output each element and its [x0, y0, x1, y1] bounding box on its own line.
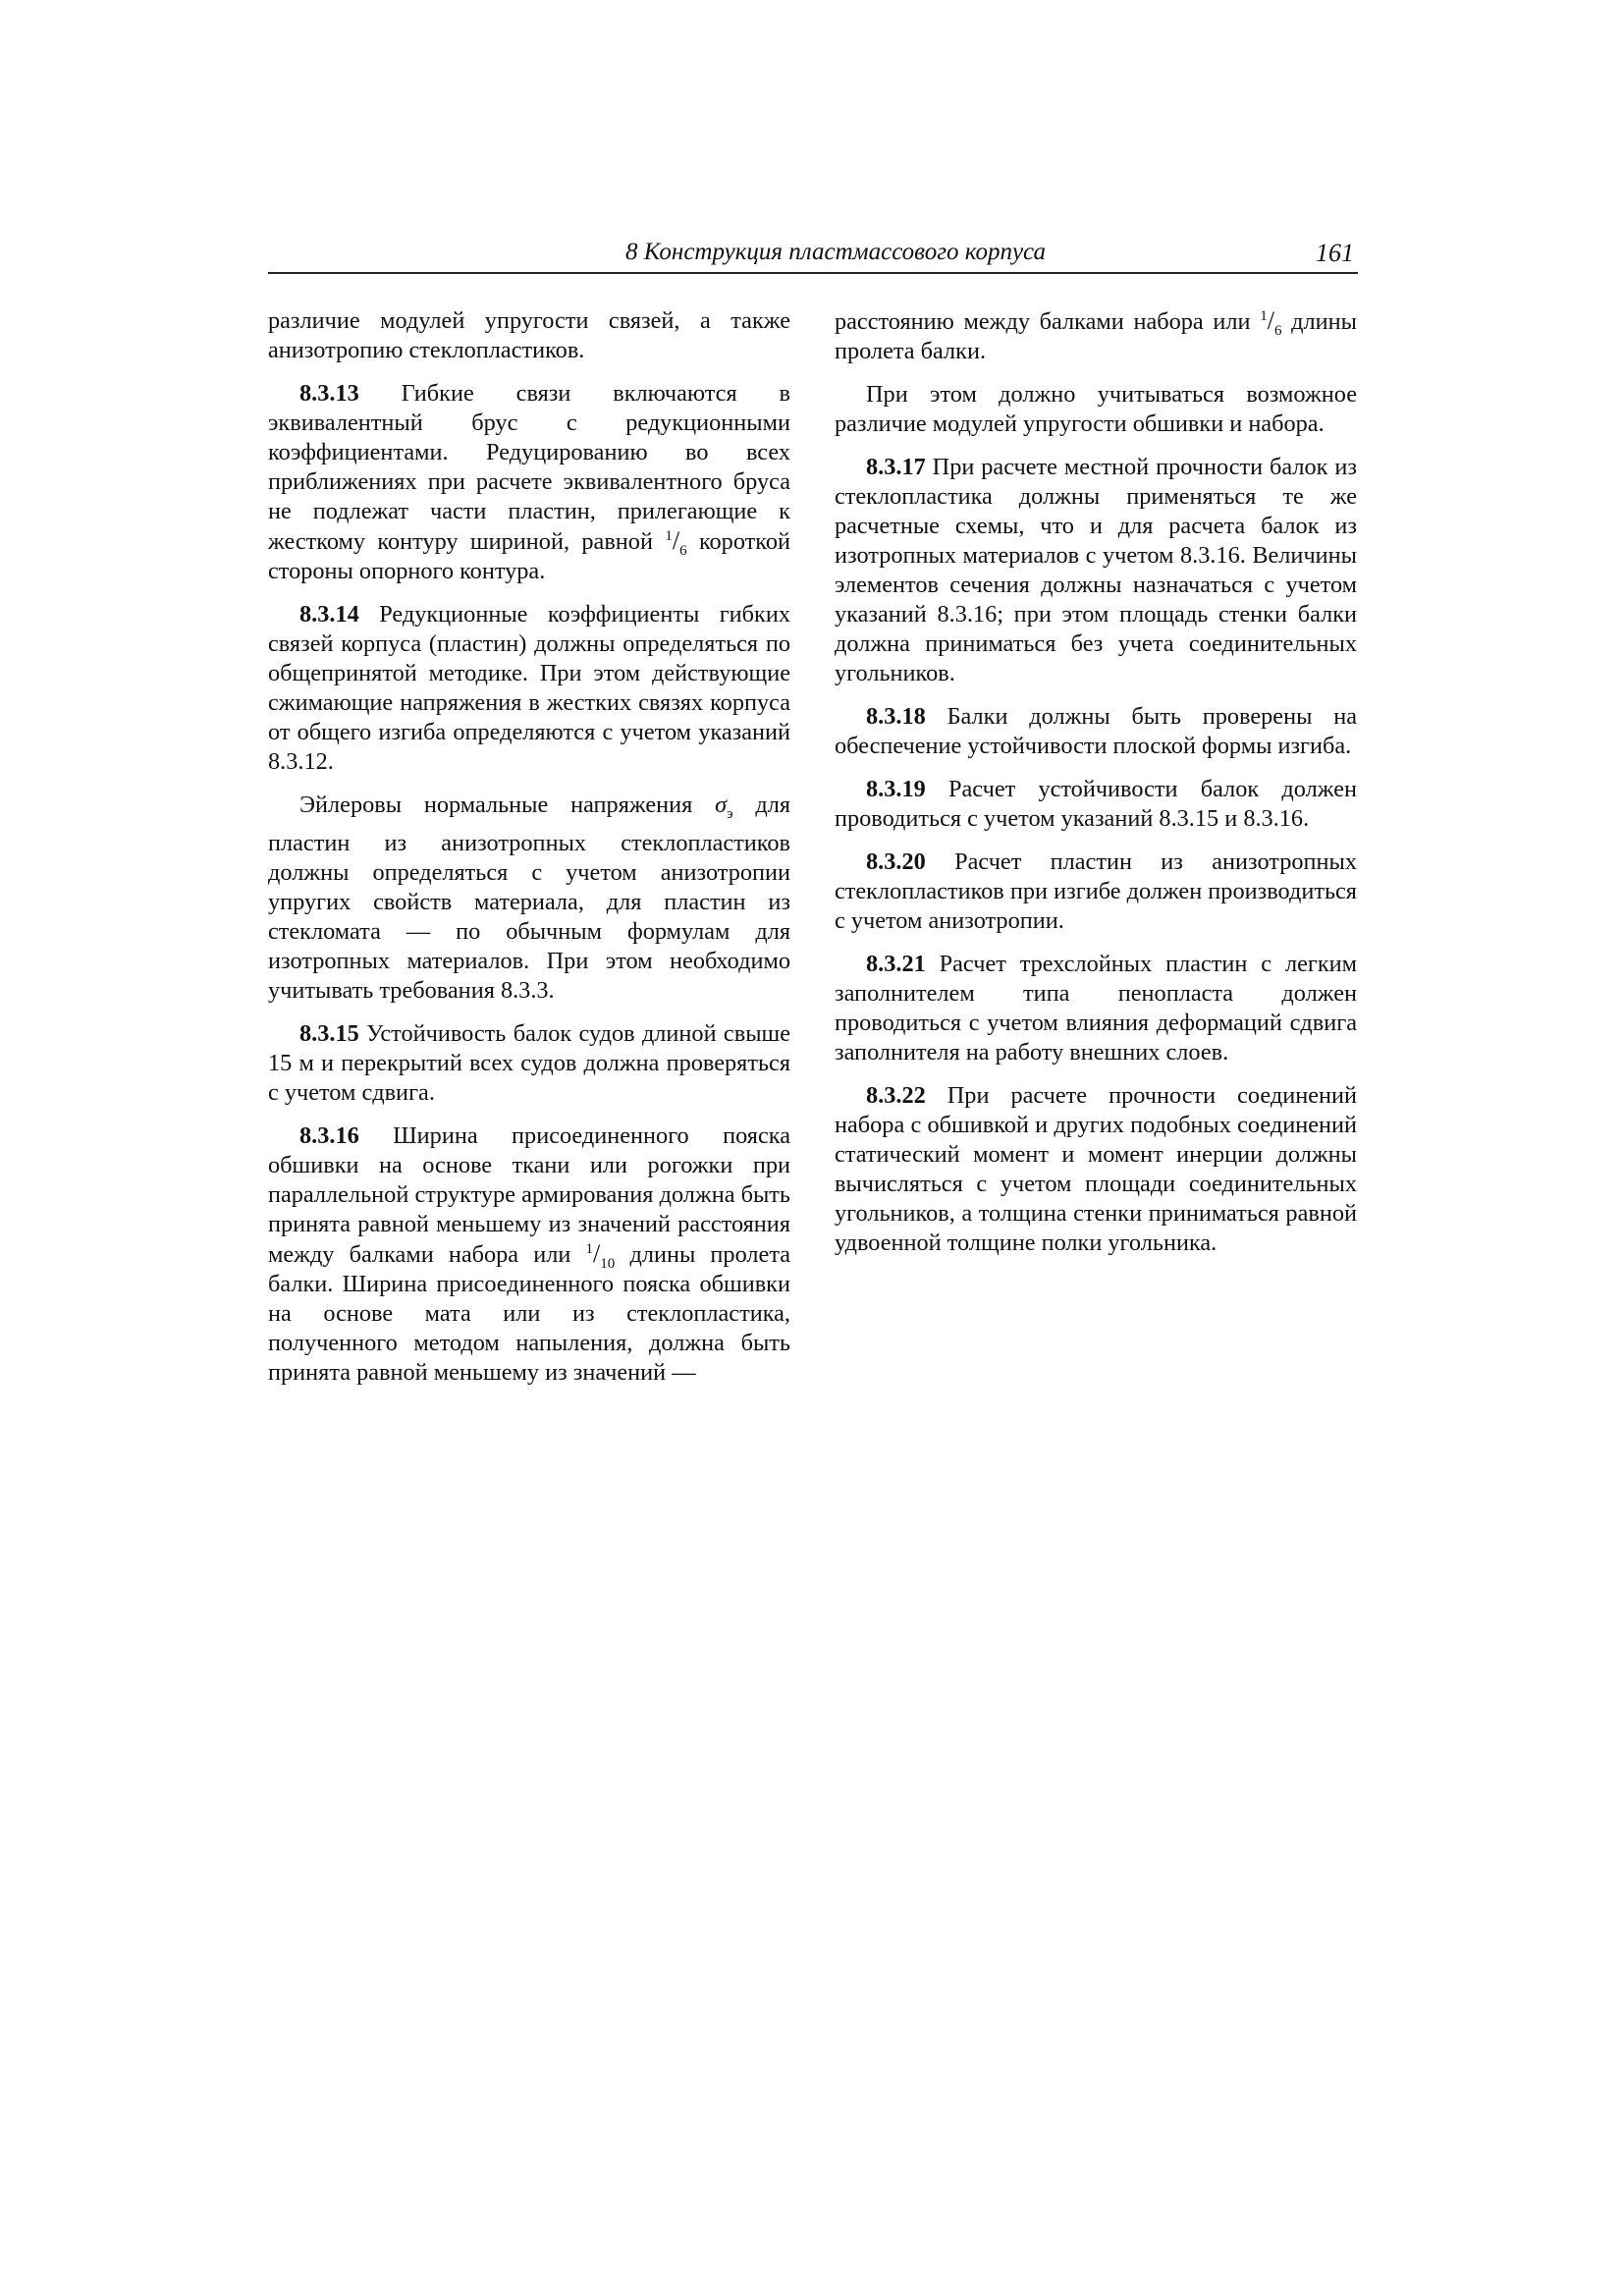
paragraph-8-3-16: 8.3.16 Ширина присоединенного пояска обшивки на основе ткани или рогожки при параллельной структуре армирования должна быть принята равной меньшему из значений расстояния между балками набора или $^1/_{10}$ длины пролета балки. Ширина присоединенного пояска обшивки на основе мата или из стеклопластика, полученного методом напыления, должна быть принята равной меньшему из значений —	[268, 1121, 791, 1386]
sigma-symbol: σ	[715, 792, 728, 818]
clause-number: 8.3.21	[866, 951, 926, 977]
paragraph: различие модулей упругости связей, а также анизотропию стеклопластиков.	[268, 307, 790, 363]
clause-number: 8.3.19	[866, 776, 926, 802]
left-column	[268, 306, 790, 1401]
paragraph-8-3-21: 8.3.21 Расчет трехслойных пластин с легким заполнителем типа пенопласта должен проводиться с учетом влияния деформаций сдвига заполнителя на работу внешних слоев.	[835, 951, 1357, 1066]
clause-number: 8.3.22	[866, 1082, 926, 1109]
clause-number: 8.3.15	[299, 1019, 359, 1047]
clause-number: 8.3.17	[866, 454, 926, 480]
paragraph-8-3-14: 8.3.14 Редукционные коэффициенты гибких связей корпуса (пластин) должны определяться по общепринятой методике. При этом действующие сжимающие напряжения в жестких связях корпуса от общего изгиба определяются с учетом указаний 8.3.12.	[268, 601, 790, 775]
paragraph-euler: Эйлеровы нормальные напряжения $\sigma_э$ для пластин из анизотропных стеклопластиков должны определяться с учетом анизотропии упругих свойств материала, для пластин из стекломата — по обычным формулам для изотропных материалов. При этом необходимо учитывать требования 8.3.3.	[268, 792, 791, 1004]
clause-number: 8.3.16	[299, 1121, 359, 1149]
paragraph-8-3-22: 8.3.22 При расчете прочности соединений набора с обшивкой и других подобных соединений статический момент и момент инерции должны вычисляться с учетом площади соединительных угольников, а толщина стенки приниматься равной удвоенной толщине полки угольника.	[835, 1082, 1357, 1256]
paragraph-8-3-20: 8.3.20 Расчет пластин из анизотропных стеклопластиков при изгибе должен производиться с учетом анизотропии.	[835, 848, 1357, 934]
fraction: $^1/_6$	[665, 526, 687, 559]
clause-number: 8.3.13	[299, 380, 359, 407]
paragraph-8-3-17: 8.3.17 При расчете местной прочности балок из стеклопластика должны применяться те же расчетные схемы, что и для расчета балок из изотропных материалов с учетом 8.3.16. Величины элементов сечения должны назначаться с учетом указаний 8.3.16; при этом площадь стенки балки должна приниматься без учета соединительных угольников.	[835, 454, 1357, 686]
right-column	[835, 306, 1357, 1272]
paragraph-8-3-15: 8.3.15 Устойчивость балок судов длиной свыше 15 м и перекрытий всех судов должна проверяться с учетом сдвига.	[268, 1019, 791, 1106]
paragraph-8-3-13: 8.3.13 Гибкие связи включаются в эквивалентный брус с редукционными коэффициентами. Редуцированию во всех приближениях при расчете эквивалентного бруса не подлежат части пластин, прилегающие к жесткому контуру шириной, равной $^1/_6$ короткой стороны опорного контура.	[268, 380, 790, 584]
paragraph-8-3-19: 8.3.19 Расчет устойчивости балок должен проводиться с учетом указаний 8.3.15 и 8.3.16.	[835, 776, 1358, 832]
running-header	[268, 237, 1358, 274]
paragraph-8-3-18: 8.3.18 Балки должны быть проверены на обеспечение устойчивости плоской формы изгиба.	[835, 703, 1358, 759]
clause-number: 8.3.20	[866, 848, 926, 875]
paragraph: При этом должно учитываться возможное различие модулей упругости обшивки и набора.	[835, 381, 1357, 437]
paragraph: расстоянию между балками набора или $^1/_6$ длины пролета балки.	[835, 306, 1357, 364]
page-number: 161	[1316, 239, 1354, 267]
clause-number: 8.3.14	[299, 601, 359, 628]
fraction: $^1/_{10}$	[585, 1238, 616, 1272]
fraction: $^1/_6$	[1260, 306, 1282, 339]
clause-number: 8.3.18	[866, 703, 926, 730]
header-title: 8 Конструкция пластмассового корпуса	[625, 239, 1046, 265]
